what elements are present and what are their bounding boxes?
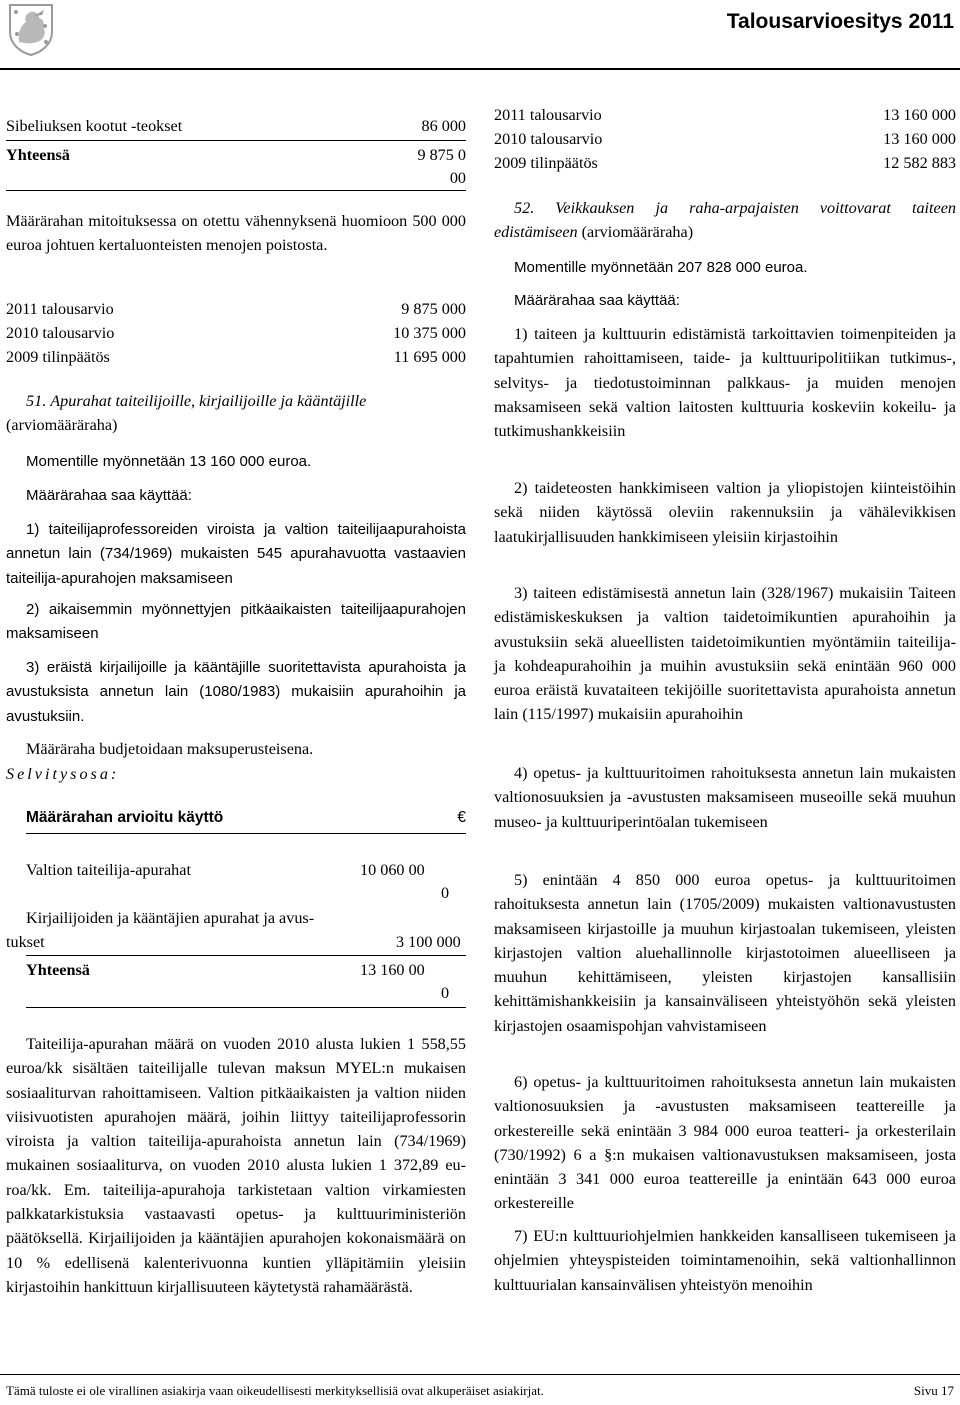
budget-row: 2011 talousarvio 9 875 000 bbox=[6, 300, 466, 318]
table-row-total: Yhteensä 9 875 0 bbox=[6, 146, 466, 164]
table-row-wrap: 00 bbox=[449, 169, 466, 187]
list-item: 3) taiteen edistämisestä annetun lain (328/1967) mukaisiin Taiteen edistämiskeskuksen ja valtion taidetoimikuntien apurahoihin ja avustuksiin sekä alueellisten taidetoimikuntien myöntämiin taiteilija- ja kohdeapurahoihin ja muihin avustuksiin sekä enintään 960 000 euroa eräistä kuvataiteen tekijöille suoritettavista apurahoista annetun lain (115/1997) mukaisiin apurahoihin bbox=[494, 584, 956, 724]
paragraph: Määrärahan mitoituksessa on otettu vähennyksenä huomioon 500 000 euroa johtuen kertaluonteisten menojen poistosta. bbox=[6, 212, 466, 255]
list-item: 7) EU:n kulttuuriohjelmien hankkeiden kansalliseen tukemiseen ja ohjelmien yhteyspisteiden toimintamenoihin, sekä valtionhallinnon kulttuurialan kansainvälisen yhteistyön menoihin bbox=[494, 1227, 956, 1294]
budget-row: 2010 talousarvio 10 375 000 bbox=[6, 324, 466, 342]
table-rule bbox=[6, 140, 466, 141]
table-row: tukset 3 100 000 bbox=[6, 933, 461, 951]
allocation-text: Momentille myönnetään 207 828 000 euroa. bbox=[514, 259, 808, 276]
usage-label: Määrärahaa saa käyttää: bbox=[514, 292, 680, 309]
table-row: Valtion taiteilija-apurahat 10 060 00 bbox=[26, 861, 425, 879]
table-rule bbox=[6, 190, 466, 191]
list-item: 1) taiteilijaprofessoreiden viroista ja valtion taiteilijaapurahoista annetun lain (734/1969) mukaisten 545 apurahavuotta vastaavien taiteilija-apurahojen maksamiseen bbox=[6, 521, 466, 587]
item-heading: 52. Veikkauksen ja raha-arpajaisten voittovarat taiteen edistämiseen (arviomääräraha) bbox=[494, 199, 956, 242]
budget-row: 2011 talousarvio 13 160 000 bbox=[494, 106, 956, 124]
list-item: 6) opetus- ja kulttuuritoimen rahoituksesta annetun lain mukaisten valtionosuuksien ja -avustusten maksamiseen teattereille ja orkestereille sekä enintään 3 984 000 euroa teatteri- ja orkesterilain (730/1992) 6 a §:n mukaisen valtionavustuksen maksamiseen, josta enintään 3 341 000 euroa teattereille ja enintään 643 000 euroa orkestereille bbox=[494, 1073, 956, 1213]
table-row-total: Yhteensä 13 160 00 bbox=[26, 961, 425, 979]
table-cell: Kirjailijoiden ja kääntäjien apurahat ja avus- bbox=[26, 909, 315, 927]
table-header: Määrärahan arvioitu käyttö € bbox=[26, 809, 466, 826]
coat-of-arms-lion-icon bbox=[6, 2, 56, 56]
table-rule bbox=[26, 955, 466, 956]
page-header bbox=[0, 0, 960, 62]
budget-row: 2009 tilinpäätös 12 582 883 bbox=[494, 154, 956, 172]
document-title: Talousarvioesitys 2011 bbox=[726, 10, 954, 33]
usage-label: Määrärahaa saa käyttää: bbox=[26, 487, 192, 504]
header-rule bbox=[0, 68, 960, 70]
footer-note: Tämä tuloste ei ole virallinen asiakirja vaan oikeudellisesti merkityksellisiä ovat alkuperäiset asiakirjat. bbox=[6, 1383, 544, 1398]
table-rule bbox=[26, 1007, 466, 1008]
list-item: 4) opetus- ja kulttuuritoimen rahoituksesta annetun lain mukaisten valtionosuuksien ja -avustusten maksamiseen museoille sekä muuhun museo- ja kulttuuriperintöalan tukemiseen bbox=[494, 764, 956, 831]
budget-row: 2010 talousarvio 13 160 000 bbox=[494, 130, 956, 148]
item-heading: 51. Apurahat taiteilijoille, kirjailijoille ja kääntäjille bbox=[26, 392, 367, 410]
allocation-text: Momentille myönnetään 13 160 000 euroa. bbox=[26, 453, 312, 470]
list-item: 1) taiteen ja kulttuurin edistämistä tarkoittavien toimenpiteiden ja tapahtumien rahoittamiseen, taide- ja kulttuuripolitiikan tutkimus-, selvitys- ja tiedotustoiminnan palkkaus- ja muiden menojen maksamiseen sekä valtion laitosten kulttuuria koskeviin kokeilu- ja tutkimushankkeisiin bbox=[494, 325, 956, 441]
section-label: Selvitysosa: bbox=[6, 765, 120, 783]
list-item: 3) eräistä kirjailijoille ja kääntäjille suoritettavista apurahoista ja avustuksista annetun lain (1080/1983) mukaisiin apurahoihin ja avustuksiin. bbox=[6, 659, 466, 725]
budget-row: 2009 tilinpäätös 11 695 000 bbox=[6, 348, 466, 366]
item-type: (arviomääräraha) bbox=[6, 416, 118, 434]
table-row: Sibeliuksen kootut -teokset 86 000 bbox=[6, 117, 466, 135]
table-rule bbox=[26, 833, 466, 834]
page-number: Sivu 17 bbox=[913, 1383, 954, 1398]
list-item: 5) enintään 4 850 000 euroa opetus- ja kulttuuritoimen rahoituksesta annetun lain (1705/2009) mukaisten valtionavustusten maksamiseen kirjastoille ja muuhun kirjastoalan tukemiseen, yleisten kirjastojen valtion aluehallinnolle kirjastotoimen alueelliseen ja muuhun kehittämiseen, yleisten kirjastojen kansallisiin kehittämishankkeisiin ja kansainväliseen yhteistyöhön sekä yleisten kirjastojen osaamispohjan vahvistamiseen bbox=[494, 871, 956, 1035]
budget-basis: Määräraha budjetoidaan maksuperusteisena. bbox=[26, 740, 314, 758]
footer-rule bbox=[0, 1374, 960, 1375]
list-item: 2) taideteosten hankkimiseen valtion ja yliopistojen kiinteistöihin sekä niiden käytössä oleviin rakennuksiin ja vähälevikkisen laatukirjallisuuden hankkimiseen yleisiin kirjastoihin bbox=[494, 479, 956, 546]
list-item: 2) aikaisemmin myönnettyjen pitkäaikaisten taiteilijaapurahojen maksamiseen bbox=[6, 601, 466, 643]
paragraph: Taiteilija-apurahan määrä on vuoden 2010 alusta lukien 1 558,55 euroa/kk sisältäen taiteilijalle tulevan maksun MYEL:n mukaisen sosiaaliturvan rahoittamiseen. Valtion pitkäaikaisten ja valtion niiden viisivuotisten apurahojen määrä, joihin liittyy taiteilijaprofessorin viroista ja valtion taiteilija-apurahoista annetun lain (734/1969) mukainen sosiaaliturva, on vuoden 2010 alusta lukien 1 372,89 euroa/kk. Em. taiteilija-apurahoja tarkistetaan valtion virkamiesten palkkatarkistuksia vastaavasti opetus- ja kulttuuriministeriön päätöksellä. Kirjailijoiden ja kääntäjien apurahojen kokonaismäärä on 10 % edellisenä kalenterivuonna kuntien ylläpitämiin yleisiin kirjastoihin hankittuun kirjallisuuteen käytetystä rahamäärästä. bbox=[6, 1035, 466, 1296]
